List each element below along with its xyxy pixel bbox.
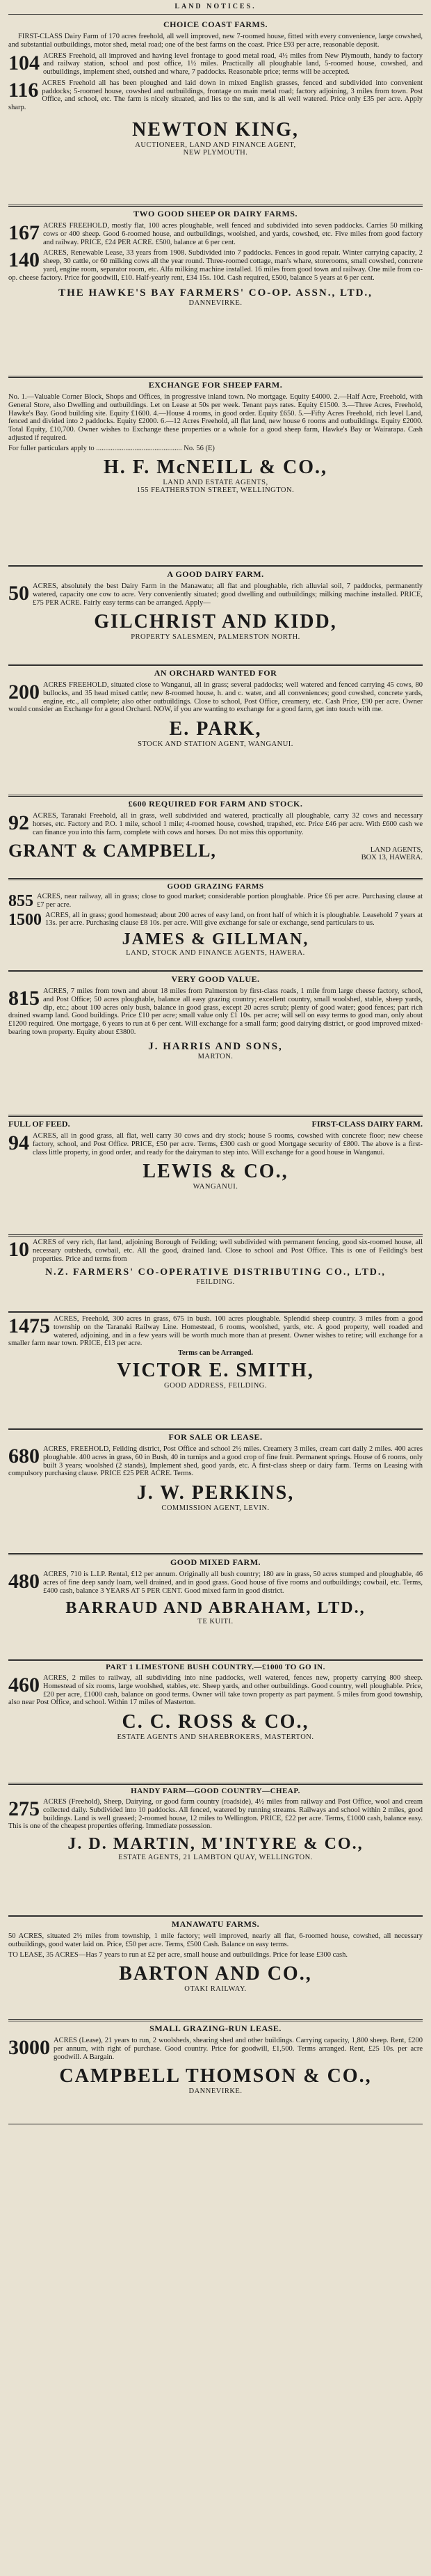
firm-location: 155 FEATHERSTON STREET, WELLINGTON.: [136, 486, 295, 495]
ad-text: ACRES Freehold, all improved and having level frontage to good metal road, 4½ miles from New Plymouth, handy to factory and railway station, school and post office, 1½ miles. Practically all ploughable land, 5-roomed house, cowshed, and outbuildings, implement shed, outshed and whare, 7 paddocks. Reasonable price; terms will be accepted.: [43, 51, 423, 76]
ad-paragraph: [8, 249, 423, 282]
firm-location: DANNEVIRKE.: [188, 2088, 243, 2096]
ad-james-gillman: [8, 882, 423, 967]
ad-paragraph: [8, 582, 423, 607]
section-heading: SMALL GRAZING-RUN LEASE.: [149, 2024, 282, 2033]
firm-subtitle: AUCTIONEER, LAND AND FINANCE AGENT,: [135, 141, 296, 149]
firm-location: OTAKI RAILWAY.: [184, 1985, 247, 1994]
firm-location: PROPERTY SALESMEN, PALMERSTON NORTH.: [131, 633, 300, 642]
ad-paragraph: [8, 1674, 423, 1707]
section-rule: [8, 1553, 423, 1555]
ad-text: ACRES FREEHOLD, situated close to Wanganui, all in grass; several paddocks; well watered and fenced carrying 45 cows, 80 bullocks, and 35 head mixed cattle; new 8-roomed house, h. and c. water, and all conveniences; good cowshed, concrete yards, engine, etc., all complete; also other outbuildings. Close to school, Post Office, creamery, etc. Cash Price, £90 per acre. Owner would consider an Exchange for a good Orchard. NOW, if you are wanting to exchange for a good farm, get into touch with me.: [8, 681, 423, 714]
section-rule: [8, 795, 423, 797]
acreage-figure: 1475: [8, 1315, 50, 1337]
ad-text: ACRES of very rich, flat land, adjoining Borough of Feilding; well subdivided with permanent fencing, good six-roomed house, all necessary outsheds, cowbail, etc. All the good, drained land. Close to school and Post Office. This is one of Feilding's best properties. Price and terms from: [33, 1239, 423, 1263]
ad-text: FIRST-CLASS Dairy Farm of 170 acres freehold, all well improved, new 7-roomed house, fitted with every convenience, large cowshed, and substantial outbuildings, motor shed, metal road; one of the best farms on the coast. Price £93 per acre, reasonable deposit.: [8, 33, 423, 49]
firm-name: J. HARRIS AND SONS,: [148, 1040, 283, 1052]
firm-address: [361, 846, 423, 861]
section-rule: [8, 970, 423, 972]
firm-location: LAND, STOCK AND FINANCE AGENTS, HAWERA.: [126, 949, 305, 957]
page-title: LAND NOTICES.: [174, 3, 257, 10]
ad-victor-smith: [8, 1315, 423, 1425]
firm-location: WANGANUI.: [193, 1183, 238, 1191]
ad-paragraph: [8, 893, 423, 909]
section-heading: GOOD MIXED FARM.: [170, 1557, 261, 1567]
section-heading: EXCHANGE FOR SHEEP FARM.: [148, 380, 283, 390]
section-heading: VERY GOOD VALUE.: [171, 974, 260, 984]
firm-location: COMMISSION AGENT, LEVIN.: [161, 1504, 270, 1512]
firm-name: H. F. McNEILL & CO.,: [103, 456, 328, 479]
ad-gilchrist-kidd: [8, 569, 423, 661]
section-heading-right: FIRST-CLASS DAIRY FARM.: [311, 1119, 423, 1129]
acreage-figure: 116: [8, 78, 39, 102]
section-heading: MANAWATU FARMS.: [171, 1919, 260, 1929]
ad-text: 50 ACRES, situated 2½ miles from township, 1 mile factory; well improved, nearly all flat, 6-roomed house, cowshed, all necessary outbuildings, good water laid on. Price, £50 per acre. Terms, £500 Cash. Balance on easy terms.: [8, 1932, 423, 1948]
ad-paragraph: [8, 222, 423, 246]
ad-text: ACRES, Renewable Lease, 33 years from 1908. Subdivided into 7 paddocks. Fences in good repair. Winter carrying capacity, 2 sheep, 30 cattle, or 60 milking cows all the year round. Three-roomed cottage, man's whare, storerooms, small cowshed, concrete yard, engine room, separator room, etc. Alfa milking machine installed. 16 miles from good town and railway. One mile from co-op. cheese factory. Price for goodwill, £10. Half-yearly rent, £34 15s. 10d. Cash required, £500, balance 5 years at 6 per cent.: [8, 249, 423, 282]
ad-paragraph: [8, 52, 423, 77]
ad-text: ACRES, all in good grass, all flat, well carry 30 cows and dry stock; house 5 rooms, cowshed with concrete floor; new cheese factory, school, and Post Office. PRICE, £50 per acre. Terms, £300 cash or good Mortgage security of £800. The above is a first-class little property, in good order, and ready for the dairyman to step into. Will exchange for a good house in Wanganui.: [33, 1132, 423, 1156]
ad-text: ACRES, Taranaki Freehold, all in grass, well subdivided and watered, practically all ploughable, carry 32 cows and necessary horses, etc. Factory and P.O. 1 mile, school 1 mile; 4-roomed house, cowshed, trapshed, etc. Price £46 per acre. With £600 cash we can finance you into this farm, complete with cows and horses. Do not miss this opportunity.: [33, 812, 423, 836]
firm-name: J. W. PERKINS,: [136, 1482, 295, 1504]
firm-location: BOX 13, HAWERA.: [361, 854, 423, 862]
acreage-figure: 140: [8, 248, 40, 272]
ad-text: ACRES (Lease), 21 years to run, 2 woolsheds, shearing shed and other buildings. Carrying capacity, 1,800 sheep. Rent, £200 per annum, with right of purchase. Good country. Price for goodwill, £1,500. Terms arranged. Rent, £25 10s. per acre goodwill. A Bargain.: [54, 2037, 423, 2061]
ad-text: ACRES, Freehold, 300 acres in grass, 675 in bush. 100 acres ploughable. Splendid sheep country. 3 miles from a good township on the Taranaki Railway Line. Homestead, 6 rooms, woolshed, yards, etc. A good property, well roaded and watered, adjoining, and in a few years will be worth much more than at present. Owner wishes to retire; will exchange for a smaller farm near town. PRICE, £13 per acre.: [8, 1315, 423, 1348]
ad-paragraph: [8, 812, 423, 836]
ad-text: ACRES, 710 is L.I.P. Rental, £12 per annum. Originally all bush country; 180 are in grass, 50 acres stumped and ploughable, 46 acres of fine deep sandy loam, well drained, and in good grass. Good house of five rooms and outbuildings; cowbail, etc. Terms, £400 cash, balance 3 YEARS AT 5 PER CENT. Good mixed farm in good district.: [43, 1571, 423, 1595]
section-rule: [8, 205, 423, 207]
ad-hawkes-bay: [8, 209, 423, 373]
section-heading: PART 1 LIMESTONE BUSH COUNTRY.—£1000 TO GO IN.: [106, 1663, 325, 1671]
section-heading-left: FULL OF FEED.: [8, 1119, 70, 1129]
section-heading: GOOD GRAZING FARMS: [167, 882, 264, 891]
ad-tail: Terms can be Arranged.: [177, 1349, 254, 1357]
firm-location: NEW PLYMOUTH.: [183, 148, 248, 157]
firm-name: BARRAUD AND ABRAHAM, LTD.,: [65, 1599, 366, 1618]
ad-mcneill: [8, 380, 423, 562]
ad-barraud-abraham: [8, 1557, 423, 1656]
section-rule: [8, 565, 423, 567]
firm-name: CAMPBELL THOMSON & CO.,: [59, 2065, 372, 2088]
firm-name: NEWTON KING,: [132, 118, 299, 141]
acreage-figure: 10: [8, 1239, 29, 1261]
section-rule: [8, 1311, 423, 1313]
section-heading: TWO GOOD SHEEP OR DAIRY FARMS.: [133, 209, 298, 218]
firm-location: GOOD ADDRESS, FEILDING.: [163, 1382, 267, 1390]
section-rule: [8, 664, 423, 666]
firm-location: TE KUITI.: [197, 1618, 234, 1626]
section-heading: £600 REQUIRED FOR FARM AND STOCK.: [128, 799, 303, 809]
ad-text: ACRES Freehold all has been ploughed and laid down in mixed English grasses, fenced and subdivided into convenient paddocks; 5-roomed house, cowshed and outbuildings, frontage on main metal road; factory adjoining, 3 miles from town. Post Office, and school, etc. The farm is nicely situated, and lies to the sun, and is all well watered. Price only £35 per acre. Apply sharp.: [8, 79, 423, 111]
ad-paragraph: [8, 987, 423, 1037]
section-rule: [8, 1783, 423, 1785]
section-rule: [8, 1659, 423, 1661]
acreage-figure: 1500: [8, 910, 42, 929]
firm-name: N.Z. FARMERS' CO-OPERATIVE DISTRIBUTING CO., LTD.,: [45, 1267, 386, 1278]
section-rule: [8, 1428, 423, 1430]
firm-name: VICTOR E. SMITH,: [117, 1360, 314, 1381]
acreage-figure: 3000: [8, 2036, 50, 2059]
ad-nz-farmers: [8, 1239, 423, 1308]
ad-paragraph: [8, 681, 423, 714]
section-rule: [8, 1234, 423, 1237]
ad-paragraph: [8, 1239, 423, 1263]
ad-text: ACRES, near railway, all in grass; close to good market; considerable portion ploughable. Price £6 per acre. Purchasing clause at £7 per acre.: [37, 893, 423, 909]
firm-name: THE HAWKE'S BAY FARMERS' CO-OP. ASSN., LTD.,: [58, 287, 373, 299]
acreage-figure: 855: [8, 892, 33, 910]
heading-row: [8, 1119, 423, 1129]
ad-paragraph: [8, 79, 423, 112]
section-rule: [8, 2019, 423, 2021]
ad-martin-mintyre: [8, 1787, 423, 1912]
acreage-figure: 275: [8, 1797, 40, 1820]
firm-name: BARTON AND CO.,: [119, 1963, 312, 1985]
ad-paragraph: [8, 1445, 423, 1478]
section-heading: CHOICE COAST FARMS.: [163, 19, 268, 29]
firm-name: LEWIS & CO.,: [143, 1161, 288, 1183]
firm-name: JAMES & GILLMAN,: [122, 930, 309, 948]
acreage-figure: 460: [8, 1673, 40, 1696]
acreage-figure: 50: [8, 582, 29, 605]
firm-location: DANNEVIRKE.: [188, 299, 243, 308]
section-heading: FOR SALE OR LEASE.: [168, 1432, 263, 1442]
ad-barton-co: [8, 1919, 423, 2017]
ad-text: ACRES FREEHOLD, mostly flat, 100 acres ploughable, well fenced and subdivided into seven paddocks. Carries 50 milking cows or 400 sheep. Good 6-roomed house, and outbuildings, woolshed, and yards, cowshed, etc. Five miles from good factory and railway. PRICE, £24 PER ACRE. £500, balance at 6 per cent.: [43, 222, 423, 246]
ad-text: ACRES, FREEHOLD, Feilding district, Post Office and school 2½ miles. Creamery 3 miles, cream cart daily 2 miles. 400 acres ploughable. 400 acres in grass, 60 in Bush, 40 in turnips and a good crop of fine fruit. Permanent springs. House of 6 rooms, only built 3 years; woolshed (2 stands), Implement shed, good yards, etc. A first-class sheep or dairy farm. Terms on Leasing with compulsory purchasing clause. PRICE £25 PER ACRE. Terms.: [8, 1445, 423, 1478]
firm-subtitle: LAND AND ESTATE AGENTS,: [163, 479, 268, 487]
acreage-figure: 94: [8, 1131, 29, 1154]
ad-particulars: For fuller particulars apply to ............................................... No. 56 (E): [8, 444, 215, 452]
page-title-block: [8, 3, 423, 13]
ad-tail: Will give exchange for sale or exchange, send particulars to us.: [190, 919, 375, 928]
firm-location: MARTON.: [197, 1052, 234, 1060]
ad-text: TO LEASE, 35 ACRES—Has 7 years to run at £2 per acre, small house and outbuildings. Price for lease £300 cash.: [8, 1950, 348, 1959]
ad-paragraph: [8, 1132, 423, 1156]
acreage-figure: 815: [8, 987, 40, 1010]
firm-name: E. PARK,: [169, 718, 262, 740]
acreage-figure: 167: [8, 221, 40, 244]
section-rule: [8, 1915, 423, 1917]
firm-row: [8, 841, 423, 861]
firm-name: J. D. MARTIN, M'INTYRE & CO.,: [67, 1835, 364, 1853]
firm-name: C. C. ROSS & CO.,: [122, 1711, 309, 1733]
acreage-figure: 200: [8, 681, 40, 703]
ad-campbell-thomson: [8, 2024, 423, 2121]
acreage-figure: 92: [8, 811, 29, 834]
ad-paragraph: [8, 1798, 423, 1831]
ad-text: ACRES, all in grass; good homestead; about 200 acres of easy land, on front half of which it is ploughable. Leasehold 7 years at 13s. per acre. Purchasing clause £8 10s. per acre.: [45, 911, 423, 928]
acreage-figure: 680: [8, 1445, 40, 1468]
ad-paragraph: [8, 2037, 423, 2061]
acreage-figure: 480: [8, 1570, 40, 1593]
section-rule: [8, 1115, 423, 1117]
section-heading: A GOOD DAIRY FARM.: [167, 569, 264, 579]
ad-paragraph: [8, 912, 423, 928]
section-heading: AN ORCHARD WANTED FOR: [154, 668, 277, 678]
firm-subtitle: LAND AGENTS,: [370, 846, 423, 854]
ad-paragraph: [8, 1571, 423, 1595]
ad-text: No. 1.—Valuable Corner Block, Shops and Offices, in progressive inland town. No mortgage. Equity £4000. 2.—Half Acre, Freehold, with General Store, also Dwelling and outbuildings. Let on Lease at 50s per week. Tenant pays rates. Equity £1500. 3.—Three Acres, Freehold, Hawke's Bay. Good building site. Equity £1600. 4.—House 4 rooms, in good order. Equity £650. 5.—Fifty Acres Freehold, rich level Land, fenced and divided into 2 paddocks. Equity £2000. 6.—12 Acres Freehold, all flat land, new house 6 rooms and outbuildings. Equity £2000. Total Equity, £10,700. Owner wishes to Exchange these properties or a whole for a good sheep farm, Hawke's Bay or Wairarapa. Cash adjusted if required.: [8, 393, 423, 442]
firm-name: GRANT & CAMPBELL,: [8, 841, 216, 861]
ad-ross-co: [8, 1663, 423, 1780]
firm-location: ESTATE AGENTS, 21 LAMBTON QUAY, WELLINGTON.: [118, 1854, 313, 1861]
acreage-figure: 104: [8, 51, 40, 74]
section-rule: [8, 878, 423, 880]
ad-text: ACRES (Freehold), Sheep, Dairying, or good farm country (roadside), 4½ miles from railway and Post Office, wool and cream collected daily. Subdivided into 10 paddocks. All fenced, watered by running streams. Railways and school within 2 miles, good buildings. Land is well grassed; 2-roomed house, 12 miles to Wellington. PRICE, £22 per acre. Terms, £1000 cash, balance easy. This is one of the cheapest properties offering. Immediate possession.: [8, 1798, 423, 1831]
section-rule: [8, 376, 423, 378]
ad-perkins: [8, 1432, 423, 1550]
ad-text: ACRES, 2 miles to railway, all subdividing into nine paddocks, well watered, fences new, property carrying 800 sheep. Homestead of six rooms, large woolshed, stables, etc. Sheep yards, and other outbuildings. Good country, well ploughable. Price, £20 per acre, £1000 cash, balance on good terms. Owner will take town property as part payment. 5 miles from good township, also near Post Office, and school. Within 17 miles of Masterton.: [8, 1674, 423, 1707]
ad-text: ACRES, 7 miles from town and about 18 miles from Palmerston by first-class roads, 1 mile from large cheese factory, school, and Post Office; 50 acres ploughable, balance all easy grazing country; excellent country, small woolshed, stable, sheep yards, dip, etc.; about 100 acres only bush, balance in good grass, except 20 acres scrub; plenty of good water; good fences; part rich drained swamp land. Good buildings. Price £10 per acre; small value only £1 10s. per acre; will sell on easy terms to good man, only about £1200 required. One mortgage, 6 years to run at 6 per cent. Will exchange for a small farm; good dairying district, or good improved mixed-bearing town property. Equity about £3800.: [8, 987, 423, 1036]
ad-text: ACRES, absolutely the best Dairy Farm in the Manawatu; all flat and ploughable, rich alluvial soil, 7 paddocks, permanently watered, capacity one cow to acre. Very conveniently situated; good dwelling and outbuildings; milking machine installed. PRICE, £75 PER ACRE. Fairly easy terms can be arranged. Apply—: [33, 582, 423, 607]
ad-e-park: [8, 668, 423, 792]
firm-name: GILCHRIST AND KIDD,: [94, 611, 337, 633]
firm-location: FEILDING.: [196, 1278, 235, 1287]
ad-lewis-co: [8, 1119, 423, 1232]
firm-location: STOCK AND STATION AGENT, WANGANUI.: [138, 740, 293, 748]
ad-paragraph: [8, 1315, 423, 1348]
title-rule: [8, 14, 423, 15]
ad-newton-king: [8, 19, 423, 203]
firm-location: ESTATE AGENTS AND SHAREBROKERS, MASTERTON.: [117, 1733, 314, 1741]
ad-grant-campbell: [8, 799, 423, 877]
section-heading: HANDY FARM—GOOD COUNTRY—CHEAP.: [131, 1787, 300, 1795]
ad-harris-sons: [8, 974, 423, 1112]
